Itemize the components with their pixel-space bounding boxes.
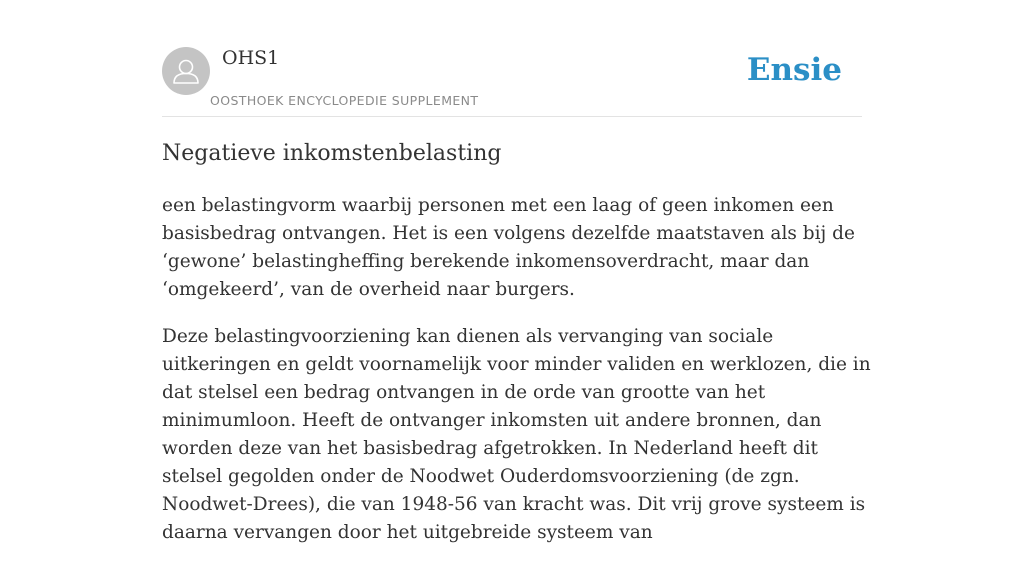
avatar[interactable]: [162, 47, 210, 95]
site-logo[interactable]: Ensie: [746, 52, 842, 88]
author-name[interactable]: OHS1: [222, 47, 280, 69]
article-header: [162, 46, 862, 117]
source-label[interactable]: OOSTHOEK ENCYCLOPEDIE SUPPLEMENT: [210, 93, 479, 108]
article-title: Negatieve inkomstenbelasting: [162, 141, 502, 166]
paragraph: een belastingvorm waarbij personen met een laag of geen inkomen een basisbedrag ontvangen. Het is een volgens dezelfde maatstaven als bij de ‘gewone’ belastingheffing berekende inkomensoverdracht, maar dan ‘omgekeerd’, van de overheid naar burgers.: [162, 195, 855, 300]
paragraph: Deze belastingvoorziening kan dienen als vervanging van sociale uitkeringen en geldt voornamelijk voor minder validen en werklozen, die in dat stelsel een bedrag ontvangen in de orde van grootte van het minimumloon. Heeft de ontvanger inkomsten uit andere bronnen, dan worden deze van het basisbedrag afgetrokken. In Nederland heeft dit stelsel gegolden onder de Noodwet Ouderdomsvoorziening (de zgn. Noodwet-Drees), die van 1948-56 van kracht was. Dit vrij grove systeem is daarna vervangen door het uitgebreide systeem van: [162, 326, 871, 543]
user-icon: [162, 47, 210, 95]
article-body: [162, 192, 872, 566]
